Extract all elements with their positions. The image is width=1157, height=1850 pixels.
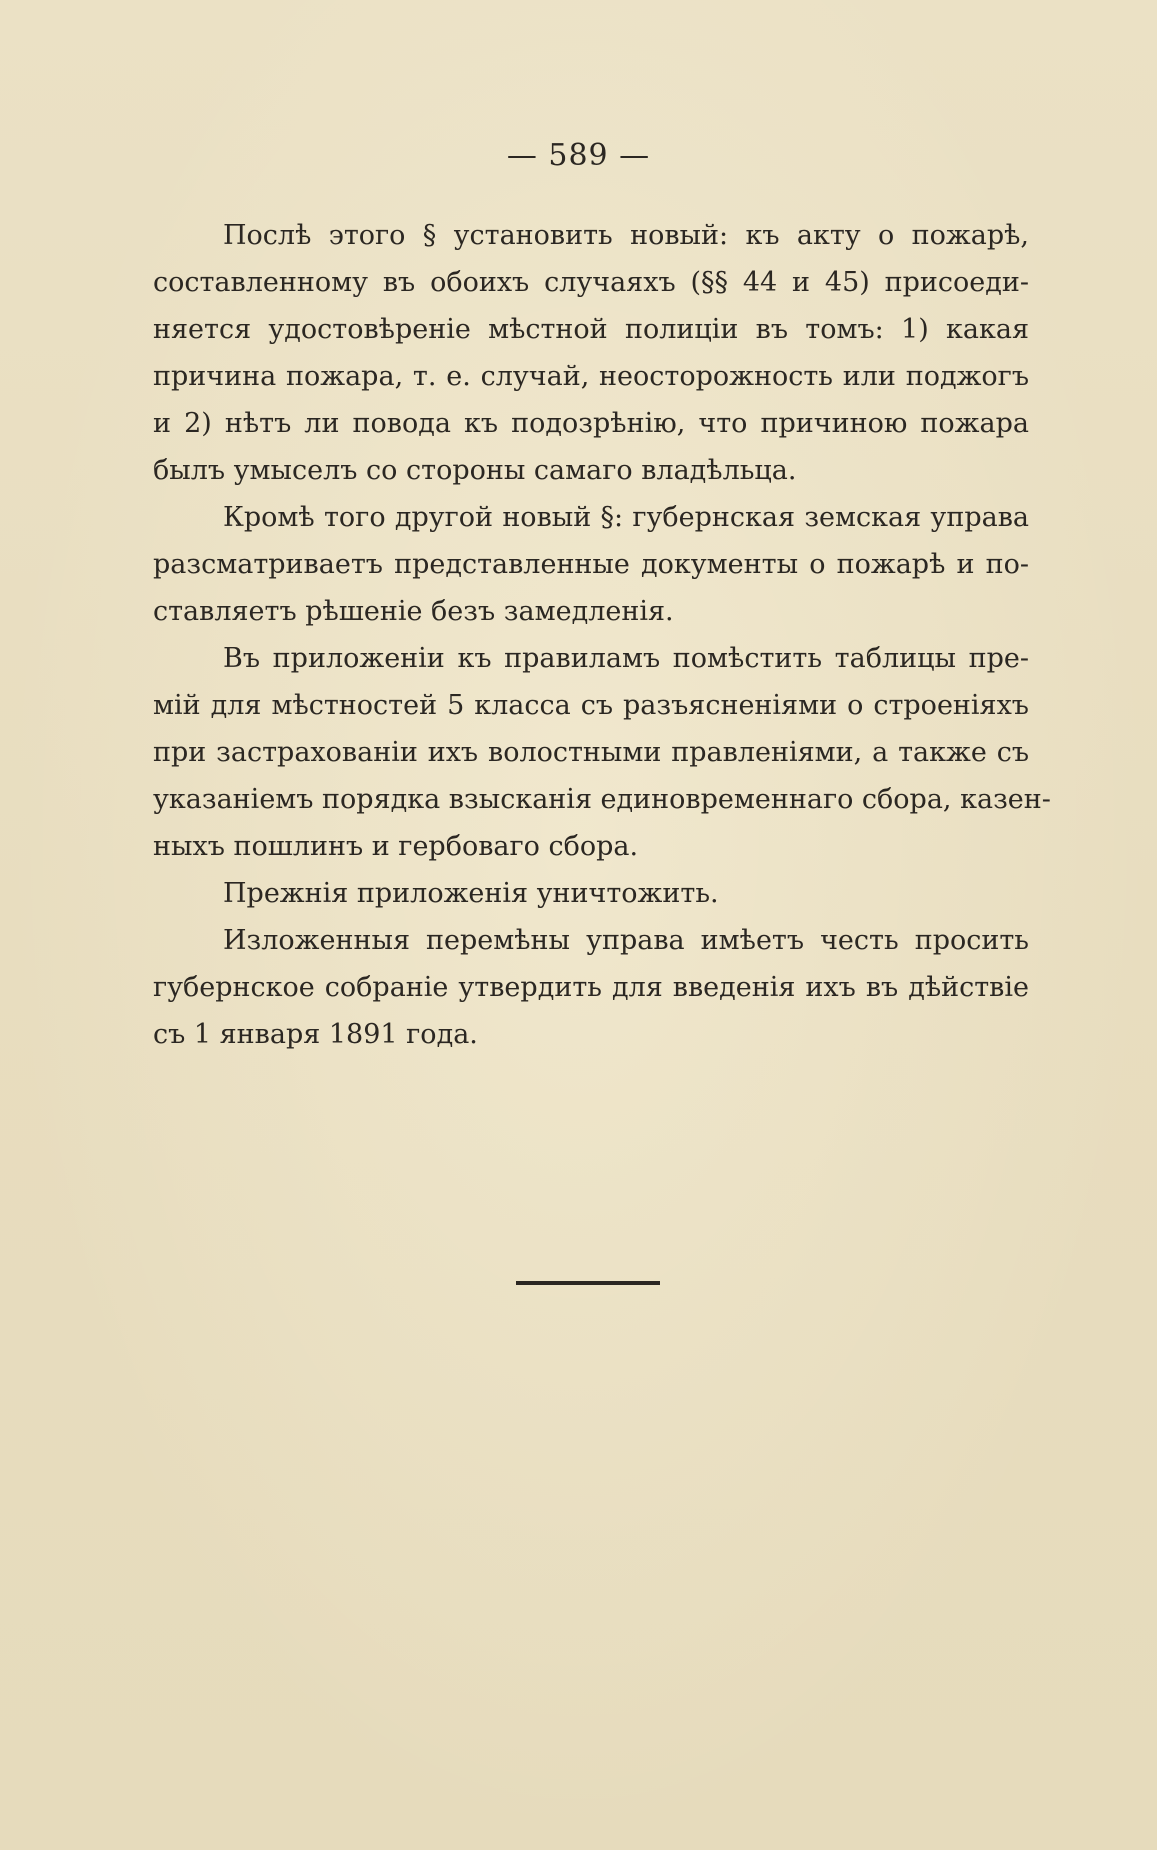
text-line: при застрахованіи ихъ волостными правленіями, а также съ: [153, 737, 1029, 768]
text-line: и 2) нѣтъ ли повода къ подозрѣнію, что причиною пожара: [153, 408, 1029, 439]
text-line: Прежнія приложенія уничтожить.: [223, 878, 719, 909]
text-line: указаніемъ порядка взысканія единовременнаго сбора, казен-: [153, 784, 1051, 815]
end-rule: [516, 1281, 660, 1285]
body-text: [153, 212, 1051, 1058]
page-number: — 589 —: [506, 138, 651, 173]
text-line: губернское собраніе утвердить для введенія ихъ въ дѣйствіе: [153, 972, 1029, 1003]
text-line: ныхъ пошлинъ и гербоваго сбора.: [153, 831, 639, 862]
text-line: ставляетъ рѣшеніе безъ замедленія.: [153, 596, 674, 627]
text-line: Кромѣ того другой новый §: губернская земская управа: [223, 502, 1029, 533]
text-line: съ 1 января 1891 года.: [153, 1019, 478, 1050]
text-line: няется удостовѣреніе мѣстной полиціи въ томъ: 1) какая: [153, 314, 1029, 345]
text-line: Въ приложеніи къ правиламъ помѣстить таблицы пре-: [223, 643, 1029, 674]
text-line: разсматриваетъ представленные документы о пожарѣ и по-: [153, 549, 1029, 580]
paragraph: [153, 870, 1029, 917]
text-line: составленному въ обоихъ случаяхъ (§§ 44 и 45) присоеди-: [153, 267, 1029, 298]
paragraph: [153, 635, 1051, 870]
paragraph: [153, 212, 1029, 494]
text-line: былъ умыселъ со стороны самаго владѣльца.: [153, 455, 797, 486]
paragraph: [153, 917, 1029, 1058]
text-line: Изложенныя перемѣны управа имѣетъ честь просить: [223, 925, 1029, 956]
paragraph: [153, 494, 1029, 635]
text-line: причина пожара, т. е. случай, неосторожность или поджогъ: [153, 361, 1029, 392]
text-line: Послѣ этого § установить новый: къ акту о пожарѣ,: [223, 220, 1029, 251]
text-line: мій для мѣстностей 5 класса съ разъясненіями о строеніяхъ: [153, 690, 1029, 721]
